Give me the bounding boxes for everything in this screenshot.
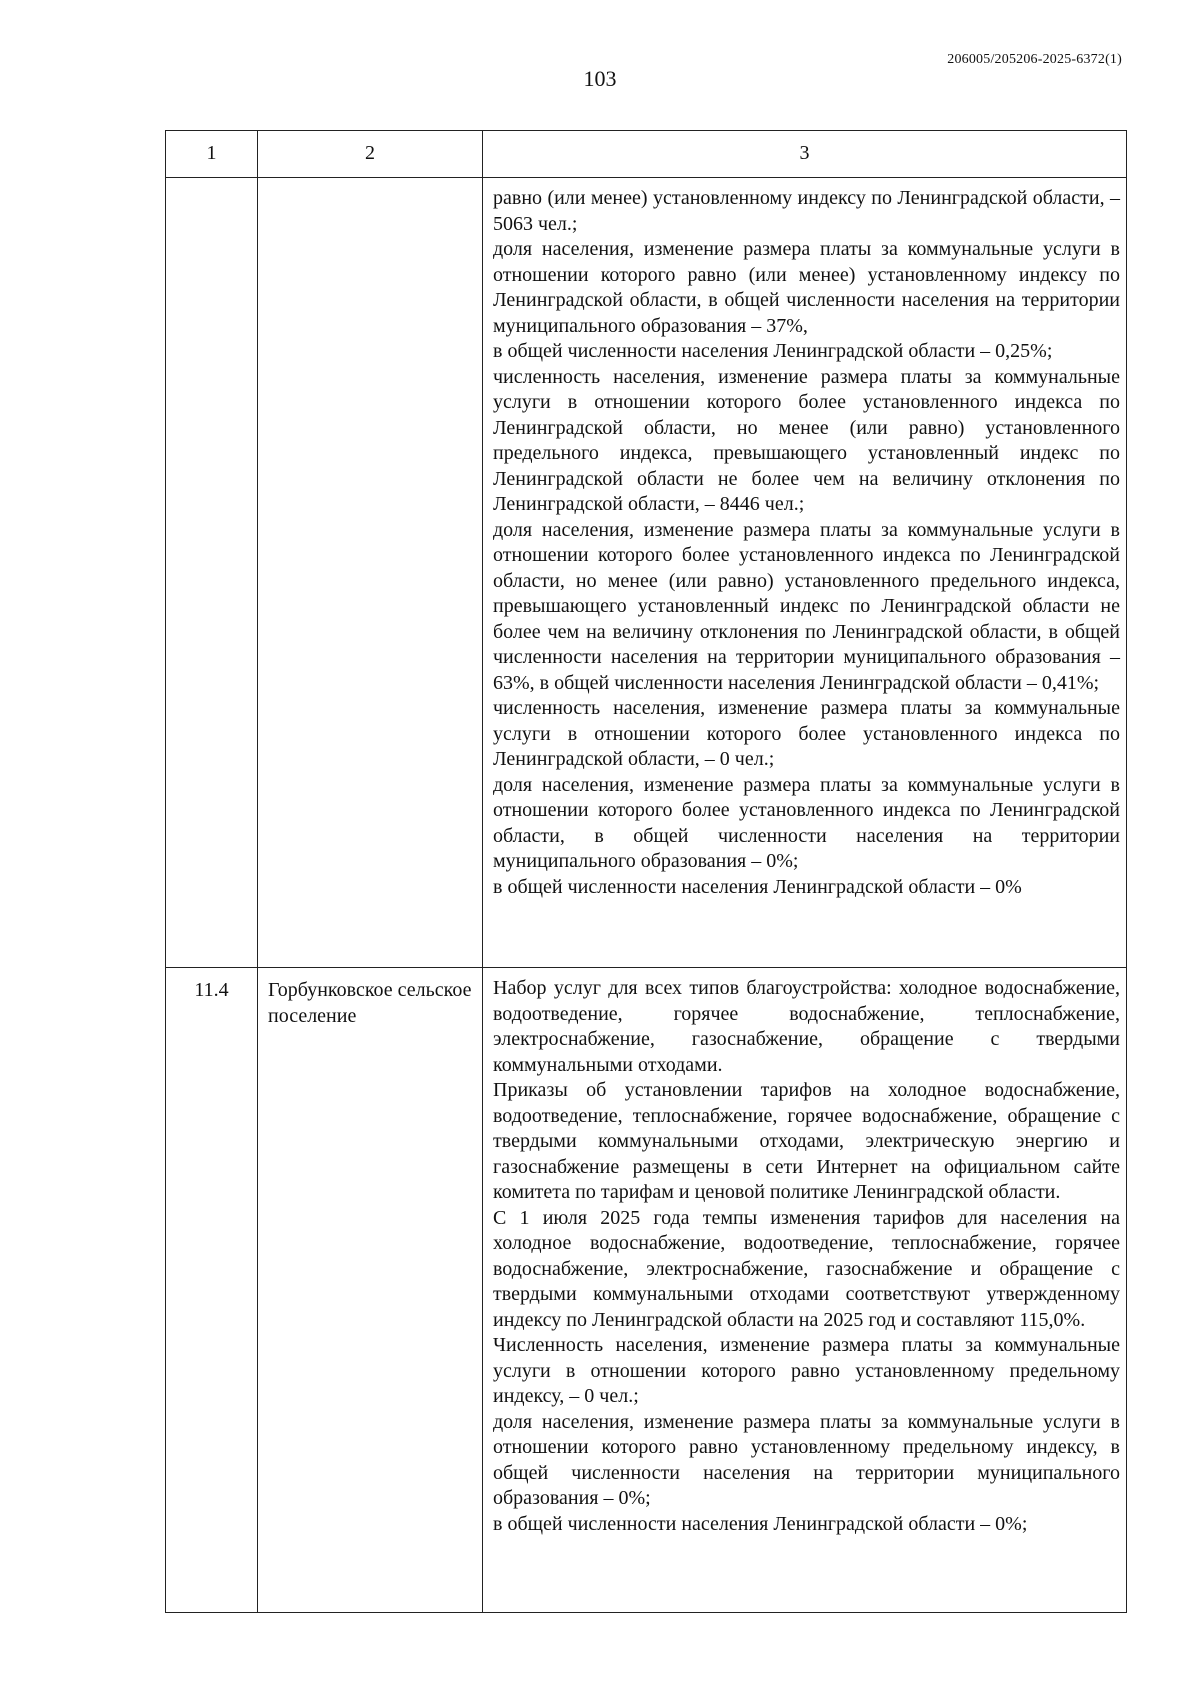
- column-header-1: 1: [166, 131, 258, 178]
- table-row: [166, 178, 1127, 968]
- municipality-name: [258, 178, 483, 968]
- document-code: 206005/205206-2025-6372(1): [947, 52, 1122, 67]
- text-line: равно (или менее) установленному индексу по Ленинградской области, – 5063 чел.;: [493, 187, 1120, 235]
- row-description: [483, 178, 1127, 968]
- text-line: С 1 июля 2025 года темпы изменения тарифов для населения на холодное водоснабжение, водоотведение, теплоснабжение, горячее водоснабжение, электроснабжение, газоснабжение и обращение с твердыми коммунальными отходами соответствуют утвержденному индексу по Ленинградской области на 2025 год и составляют 115,0%.: [493, 1206, 1120, 1331]
- row-description: [483, 968, 1127, 1613]
- table-header-row: [166, 131, 1127, 178]
- text-line: в общей численности населения Ленинградской области – 0%;: [493, 1512, 1028, 1535]
- page-number: 103: [583, 66, 617, 91]
- column-header-2: 2: [258, 131, 483, 178]
- row-number: 11.4: [166, 968, 258, 1613]
- row-number: [166, 178, 258, 968]
- text-line: доля населения, изменение размера платы за коммунальные услуги в отношении которого равно установленному предельному индексу, в общей численности населения на территории муниципального образования – 0%;: [493, 1410, 1120, 1509]
- text-line: Приказы об установлении тарифов на холодное водоснабжение, водоотведение, теплоснабжение, горячее водоснабжение, обращение с твердыми коммунальными отходами, электрическую энергию и газоснабжение размещены в сети Интернет на официальном сайте комитета по тарифам и ценовой политике Ленинградской области.: [493, 1079, 1120, 1203]
- text-line: численность населения, изменение размера платы за коммунальные услуги в отношении которого более установленного индекса по Ленинградской области, – 0 чел.;: [493, 697, 1120, 770]
- text-line: в общей численности населения Ленинградской области – 0%: [493, 875, 1022, 898]
- municipality-name: Горбунковское сельское поселение: [258, 968, 483, 1613]
- data-table: [165, 130, 1127, 1613]
- column-header-3: 3: [483, 131, 1127, 178]
- text-line: численность населения, изменение размера платы за коммунальные услуги в отношении которого более установленного индекса по Ленинградской области, но менее (или равно) установленного предельного индекса, превышающего установленный индекс по Ленинградской области не более чем на величину отклонения по Ленинградской области, – 8446 чел.;: [493, 365, 1120, 515]
- text-line: доля населения, изменение размера платы за коммунальные услуги в отношении которого равно (или менее) установленному индексу по Ленинградской области, в общей численности населения на территории муниципального образования – 37%,: [493, 238, 1120, 337]
- text-line: Набор услуг для всех типов благоустройства: холодное водоснабжение, водоотведение, горячее водоснабжение, теплоснабжение, электроснабжение, газоснабжение, обращение с твердыми коммунальными отходами.: [493, 977, 1120, 1076]
- text-line: в общей численности населения Ленинградской области – 0,25%;: [493, 340, 1053, 362]
- table-row: [166, 968, 1127, 1613]
- text-line: доля населения, изменение размера платы за коммунальные услуги в отношении которого более установленного индекса по Ленинградской области, в общей численности населения на территории муниципального образования – 0%;: [493, 773, 1120, 872]
- text-line: Численность населения, изменение размера платы за коммунальные услуги в отношении которого равно установленному предельному индексу, – 0 чел.;: [493, 1334, 1120, 1407]
- text-line: доля населения, изменение размера платы за коммунальные услуги в отношении которого более установленного индекса по Ленинградской области, но менее (или равно) установленного предельного индекса, превышающего установленный индекс по Ленинградской области не более чем на величину отклонения по Ленинградской области, в общей численности населения на территории муниципального образования – 63%, в общей численности населения Ленинградской области – 0,41%;: [493, 518, 1120, 694]
